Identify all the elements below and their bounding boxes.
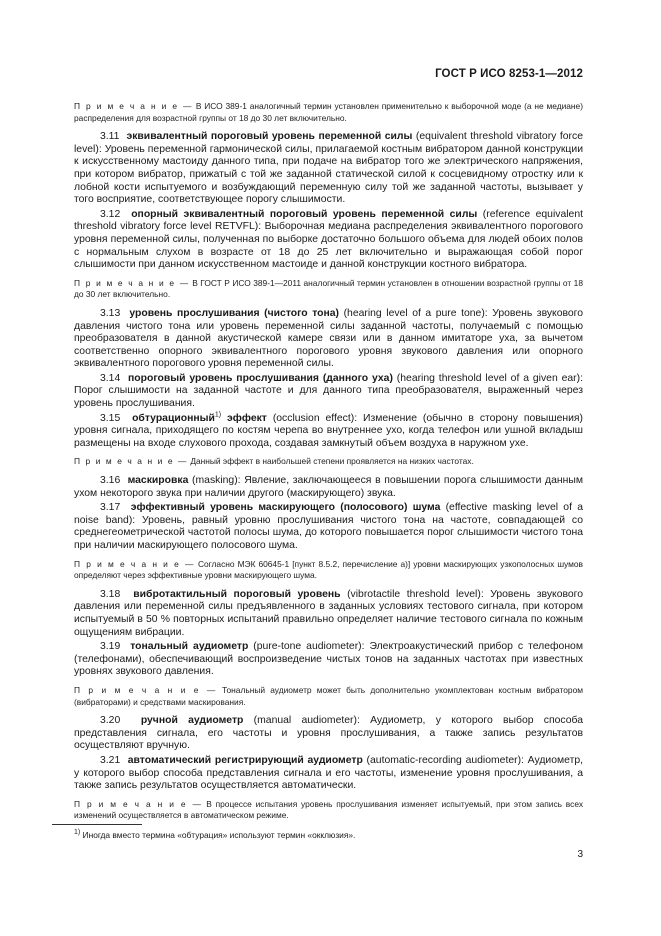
term: ручной аудиометр (140, 715, 244, 727)
note-text: Тональный аудиометр может быть дополнительно укомплектован костным вибратором (вибраторами) и средствами маскирования. (74, 684, 583, 707)
term: опорный эквивалентный пороговый уровень переменной силы (131, 208, 478, 220)
footnote (74, 830, 583, 841)
note-text: В ИСО 389-1 аналогичный термин установлен применительно к выборочной моде (а не медиане) распределения для возрастной группы от 18 до 30 лет включительно. (74, 101, 584, 123)
note (74, 101, 583, 124)
note-text: В ГОСТ Р ИСО 389-1—2011 аналогичный термин установлен в отношении возрастной группы от 18 до 30 лет включительно. (74, 277, 583, 300)
note-label: П р и м е ч а н и е — (74, 798, 203, 809)
note-label: П р и м е ч а н и е — (74, 101, 194, 111)
clause-number: 3.12 (100, 208, 121, 220)
clause-number: 3.21 (100, 754, 121, 766)
definition-text: (hearing level of a pure tone): Уровень звукового давления чистого тона или уровень переменной силы заданной частоты, получаемый с помощью преобразователя в данной акустической камере связи или в данном имитаторе уха, за вычетом соответственно опорного эквивалентного порогового уровня звукового давления или опорного эквивалентного порогового уровня переменной силы. (74, 307, 584, 370)
definition-3-11 (74, 131, 583, 207)
clause-number: 3.11 (100, 131, 120, 143)
definition-3-17 (74, 502, 583, 552)
definition-text: (effective masking level of a noise band): Уровень, равный уровню прослушивания чистого тона на частоте, совпадающей со среднегеометрической частотой полосы шума, до которого повышается порог слышимости чистого тона при наличии маскирующего полосового шума. (74, 502, 583, 551)
term: тональный аудиометр (130, 641, 249, 653)
definition-text: (automatic-recording audiometer): Аудиометр, у которого выбор способа представления сигнала и его частоты, изменение уровня прослушивания, а также запись результатов осуществляется автоматически. (74, 754, 583, 792)
term: вибротактильный пороговый уровень (133, 588, 341, 600)
note (74, 559, 583, 582)
clause-number: 3.16 (100, 475, 121, 487)
note-text: Согласно МЭК 60645-1 [пункт 8.5.2, перечисление а)] уровни маскирующих узкополосных шумов определяют через эффективные уровни маскирующего шума. (74, 558, 583, 581)
footnote-text: Иногда вместо термина «обтурация» используют термин «окклюзия». (80, 830, 356, 840)
definition-text: (manual audiometer): Аудиометр, у которого выбор способа представления сигнала, его частоты и уровня прослушивания, а также запись результатов осуществляют вручную. (74, 715, 583, 752)
note (74, 456, 583, 468)
definition-3-15 (74, 413, 583, 451)
page-content (74, 95, 583, 829)
footnote-mark: 1) (214, 411, 222, 419)
clause-number: 3.20 (100, 715, 121, 727)
definition-3-19 (74, 641, 583, 679)
clause-number: 3.19 (100, 641, 121, 653)
note (74, 278, 583, 301)
clause-number: 3.18 (100, 588, 121, 600)
definition-3-18 (74, 589, 583, 639)
term: пороговый уровень прослушивания (данного уха) (128, 372, 393, 384)
definition-3-12 (74, 209, 583, 272)
definition-text: (vibrotactile threshold level): Уровень звукового давления или переменной силы предъявленного в заданных условиях тестового сигнала, при котором испытуемый в 50 % повторных испытаний правильно определяет наличие тестового сигнала по кожным ощущениям вибрации. (74, 588, 583, 638)
page-number: 3 (577, 849, 583, 860)
note-text: В процессе испытания уровень прослушивания изменяет испытуемый, при этом запись всех изменений осуществляется в автоматическом режиме. (74, 798, 584, 821)
definition-3-21 (74, 755, 583, 793)
definition-3-13 (74, 308, 583, 371)
definition-3-14 (74, 373, 583, 411)
definition-3-20 (74, 715, 583, 753)
footnote-divider (52, 824, 142, 825)
definition-text: (masking): Явление, заключающееся в повышении порога слышимости данным ухом некоторого звука при наличии другого (маскирующего) звука. (74, 475, 583, 499)
term: эффект (221, 412, 267, 424)
term: маскировка (127, 475, 189, 487)
clause-number: 3.14 (100, 372, 121, 384)
term: эффективный уровень маскирующего (полосового) шума (130, 502, 441, 514)
note (74, 799, 583, 822)
footnote-mark: 1) (74, 829, 81, 837)
clause-number: 3.15 (100, 412, 121, 424)
clause-number: 3.17 (100, 502, 121, 514)
definition-3-16 (74, 475, 583, 500)
note-label: П р и м е ч а н и е — (74, 684, 217, 695)
term: эквивалентный пороговый уровень переменной силы (126, 131, 413, 143)
note (74, 685, 583, 708)
note-text: Данный эффект в наибольшей степени проявляется на низких частотах. (188, 456, 474, 467)
definition-text: (hearing threshold level of a given ear): Порог слышимости на заданной частоте и для данного типа преобразователя, выраженный через уровень прослушивания. (74, 372, 583, 410)
note-label: П р и м е ч а н и е — (74, 456, 188, 467)
term: уровень прослушивания (чистого тона) (129, 307, 340, 319)
note-label: П р и м е ч а н и е — (74, 558, 195, 569)
term: автоматический регистрирующий аудиометр (127, 754, 363, 766)
term: обтурационный (132, 412, 215, 424)
clause-number: 3.13 (100, 307, 121, 319)
definition-text: (pure-tone audiometer): Электроакустический прибор с телефоном (телефонами), обеспечивающий воспроизведение чистых тонов на заданных частотах при известных уровнях звукового давления. (74, 641, 583, 678)
note-label: П р и м е ч а н и е — (74, 277, 190, 288)
document-code-header: ГОСТ Р ИСО 8253-1—2012 (435, 68, 583, 80)
definition-text: (reference equivalent threshold vibratory force level RETVFL): Выборочная медиана распределения эквивалентного порогового уровня переменной силы, полученная по выборке достаточно большого объема для людей обоих полов с нормальным слухом в возрасте от 18 до 25 лет включительно и выражающая собой порог слышимости при данном искусственном мастоиде и данной конструкции костного вибратора. (74, 208, 583, 271)
definition-text: (occlusion effect): Изменение (обычно в сторону повышения) уровня сигнала, приходящего по костям черепа во внутреннее ухо, когда телефон или ушной вкладыш размещены на входе слухового прохода, создавая замкнутый объем воздуха в наружном ухе. (74, 412, 583, 449)
definition-text: (equivalent threshold vibratory force level): Уровень переменной гармонической силы, прилагаемой костным вибратором данной конструкции к искусственному мастоиду данного типа, при подаче на вибратор того же электрического напряжения, при котором вибратор, прижатый с той же заданной статической силой к сосцевидному отростку или к лобной кости испытуемого и возбуждающий переменную силу той же заданной частоты, вызывает у того восприятие, соответствующее порогу слышимости. (74, 131, 583, 206)
